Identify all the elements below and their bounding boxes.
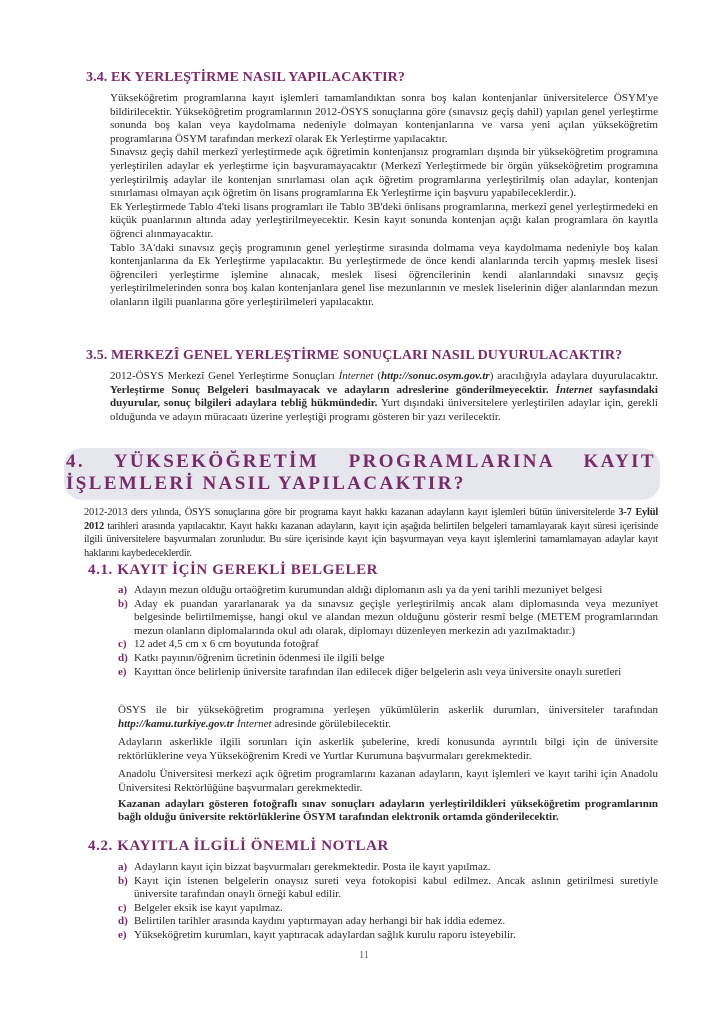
section-3-4-body xyxy=(110,92,658,310)
paragraph: Anadolu Üniversitesi merkezi açık öğretim programlarını kazanan adayların, kayıt işlemleri ve kayıt tarihi için Anadolu Üniversitesi Rektörlüğüne başvurmaları gerekmektedir. xyxy=(118,768,658,794)
internet-word: İnternet xyxy=(338,370,374,382)
paragraph: Yükseköğretim programlarına kayıt işlemleri tamamlandıktan sonra boş kalan kontenjanlar üniversitelerce ÖSYM'ye bildirilecektir. Yükseköğretim programlarının 2012-ÖSYS sonuçlarına göre (sınavsız geçiş dahil) yapılan genel yerleştirme sonunda boş kalan veya kaydolmama nedeniyle dolmayan kontenjanlarına ve varsa yeni açılan yükseköğretim programlarına ÖSYM tarafından merkezî olarak Ek Yerleştirme yapılacaktır. xyxy=(110,92,658,145)
list-item-text: Adayların kayıt için bizzat başvurmaları gerekmektedir. Posta ile kayıt yapılmaz. xyxy=(134,861,491,873)
list-item-text: Yükseköğretim kurumları, kayıt yaptıracak adaylardan sağlık kurulu raporu isteyebilir. xyxy=(134,928,516,941)
text: 2012-ÖSYS Merkezî Genel Yerleştirme Sonuçları xyxy=(110,370,339,382)
list-item-letter: b) xyxy=(118,874,128,887)
list-item-text: Belirtilen tarihler arasında kaydını yaptırmayan aday herhangi bir hak iddia edemez. xyxy=(134,915,506,928)
list-item xyxy=(118,875,658,902)
text: ) aracılığıyla adaylara duyurulacaktır. xyxy=(489,370,658,382)
section-4-title: 4. YÜKSEKÖĞRETİM PROGRAMLARINA KAYIT İŞLEMLERİ NASIL YAPILACAKTIR? xyxy=(66,451,656,494)
list-item-letter: e) xyxy=(118,928,127,941)
sonuc-url: http://sonuc.osym.gov.tr xyxy=(381,370,490,382)
text: 2012-2013 ders yılında, ÖSYS sonuçlarına göre bir programa kayıt hakkı kazanan adayların kayıt işlemleri bütün üniversitelerde xyxy=(84,507,619,518)
list-item xyxy=(118,638,658,652)
registration-dates: 3-7 Eylül 2012 xyxy=(84,507,659,532)
list-item-text: 12 adet 4,5 cm x 6 cm boyutunda fotoğraf xyxy=(134,638,319,651)
list-item xyxy=(118,929,658,943)
bold-text: Kazanan adayları gösteren fotoğraflı sınav sonuçları adayların yerleştirildikleri yükseköğretim programlarının bağlı olduğu üniversite rektörlüklerine ÖSYM tarafından elektronik ortamda gönderilecektir. xyxy=(118,797,658,824)
list-item-letter: c) xyxy=(118,901,127,914)
internet-word: İnternet xyxy=(555,383,593,396)
paragraph xyxy=(118,798,658,825)
section-3-4-heading: 3.4. EK YERLEŞTİRME NASIL YAPILACAKTIR? xyxy=(86,70,405,85)
paragraph: Ek Yerleştirmede Tablo 4'teki lisans programları ile Tablo 3B'deki önlisans programlarına, merkezî genel yerleştirmedeki en küçük puanlarının altında aday yerleştirilmeyecektir. Kesin kayıt sonunda kontenjan açığı kalan programlara ön kayıtla öğrenci alınmayacaktır. xyxy=(110,200,658,240)
list-item-text: Katkı payının/öğrenim ücretinin ödenmesi ile ilgili belge xyxy=(134,651,385,664)
text: Yurt dışındaki üniversitelere yerleştirilen adaylar için, gerekli olduğunda ve adayın müracaatı üzerine yerleştiği programı gösteren bir yazı verilecektir. xyxy=(110,397,658,423)
list-item xyxy=(118,652,658,666)
text xyxy=(549,384,556,396)
section-3-5-heading: 3.5. MERKEZÎ GENEL YERLEŞTİRME SONUÇLARI NASIL DUYURULACAKTIR? xyxy=(86,348,623,363)
list-item xyxy=(118,861,658,875)
list-item-text: Kayıttan önce belirlenip üniversite tarafından ilan edilecek diğer belgelerin aslı veya üniversite onaylı suretleri xyxy=(134,665,622,678)
list-item xyxy=(118,584,658,598)
bold-text: Yerleştirme Sonuç Belgeleri basılmayacak ve adayların adreslerine gönderilmeyecektir. xyxy=(110,383,549,396)
list-item xyxy=(118,915,658,929)
list-item-text: Aday ek puandan yararlanarak ya da sınavsız geçişle yerleştirilmiş ancak alanı diplomasında veya mezuniyet belgesinde belirtilmemişse, hangi okul ve alandan mezun olduğunu gösterir resmî belge (METEM programlarından mezun olanların diplomalarında okul adı olarak, diplomayı düzenleyen merkezin adı yazılmaktadır.) xyxy=(134,597,658,637)
paragraph xyxy=(84,506,658,560)
list-item-letter: c) xyxy=(118,638,127,651)
paragraph: Adayların askerlikle ilgili sorunları için askerlik şubelerine, kredi konusunda ayrıntılı bilgi için de üniversite rektörlüklerine veya Yükseköğrenim Kredi ve Yurtlar Kurumuna başvurmaları gerekmektedir. xyxy=(118,736,658,762)
list-item-letter: d) xyxy=(118,651,128,664)
list-item-letter: a) xyxy=(118,861,128,873)
paragraph: Sınavsız geçiş dahil merkezî yerleştirmede açık öğretimin kontenjansız programları dışında bir yükseköğretim programına yerleştirilen adaylar ek yerleştirme için başvuramayacaktır (Merkezî Yerleştirmede bir örgün yükseköğretim programına yerleştirilmiş adaylar ile kontenjan sınırlaması olan açık öğretim programlarına yerleştirilmiş olan adaylar, kontenjan sınırlaması olmayan açık öğretim ön lisans programlarına Ek Yerleştirme için başvuru yapabileceklerdir.). xyxy=(110,146,658,200)
list-item-text: Adayın mezun olduğu ortaöğretim kurumundan aldığı diplomanın aslı ya da yeni tarihli mezuniyet belgesi xyxy=(134,584,603,596)
text: adresinde görülebilecektir. xyxy=(271,717,392,730)
bold-text: sayfasındaki duyurular, sonuç bilgileri adaylara tebliğ hükmündedir. xyxy=(110,383,658,410)
internet-word: İnternet xyxy=(236,717,272,730)
section-4-2-heading: 4.2. KAYITLA İLGİLİ ÖNEMLİ NOTLAR xyxy=(88,838,389,854)
list-item xyxy=(118,666,658,680)
required-documents-list xyxy=(118,584,658,679)
list-item-letter: e) xyxy=(118,665,127,678)
list-item-letter: d) xyxy=(118,915,128,928)
registration-notes-list xyxy=(118,861,658,943)
paragraph xyxy=(110,370,658,424)
list-item xyxy=(118,598,658,639)
list-item-letter: b) xyxy=(118,597,128,610)
kamu-url: http://kamu.turkiye.gov.tr xyxy=(118,717,235,730)
paragraph xyxy=(118,704,658,731)
paragraph: Tablo 3A'daki sınavsız geçiş programının genel yerleştirme sırasında dolmama veya kaydolmama nedeniyle boş kalan kontenjanlarına da Ek Yerleştirme yapılacaktır. Bu yerleştirmede de önce kendi alanlarında tercih yapmış meslek lisesi öğrencileri yerleştirme işlemine alınacak, meslek lisesi öğrencilerinin kendi alanlarındaki sınavsız geçiş yerleştirilmelerinden sonra boş kalan kontenjanlara genel lise mezunlarının ve meslek liselerinin diğer alanlarından mezun olanların ilgili puanlarına göre yerleştirilmeleri yapılacaktır. xyxy=(110,241,658,308)
section-4-intro xyxy=(84,506,658,560)
section-4-1-heading: 4.1. KAYIT İÇİN GEREKLİ BELGELER xyxy=(88,562,379,578)
list-item-letter: a) xyxy=(118,584,128,596)
section-3-5-body xyxy=(110,370,658,424)
list-item-text: Belgeler eksik ise kayıt yapılmaz. xyxy=(134,901,283,914)
list-item-text: Kayıt için istenen belgelerin onaysız sureti veya fotokopisi kabul edilmez. Ancak aslının getirilmesi suretiyle üniversite tarafından onaylı örneği kabul edilir. xyxy=(134,874,658,901)
text: ( xyxy=(373,370,382,382)
section-4-1-notes xyxy=(118,704,658,825)
list-item xyxy=(118,902,658,916)
page-number: 11 xyxy=(359,950,369,961)
text: ÖSYS ile bir yükseköğretim programına yerleşen yükümlülerin askerlik durumları, üniversiteler tarafından xyxy=(118,704,658,716)
text: tarihleri arasında yapılacaktır. Kayıt hakkı kazanan adayların, kayıt için aşağıda belirtilen belgeleri tamamlayarak kayıt süresi içerisinde ilgili üniversitelere başvurmaları zorunludur. Bu süre içerisinde kayıt için başvurmayan veya kayıt işlemlerini tamamlamayan adaylar kayıt haklarını kaybedeceklerdir. xyxy=(84,520,658,559)
